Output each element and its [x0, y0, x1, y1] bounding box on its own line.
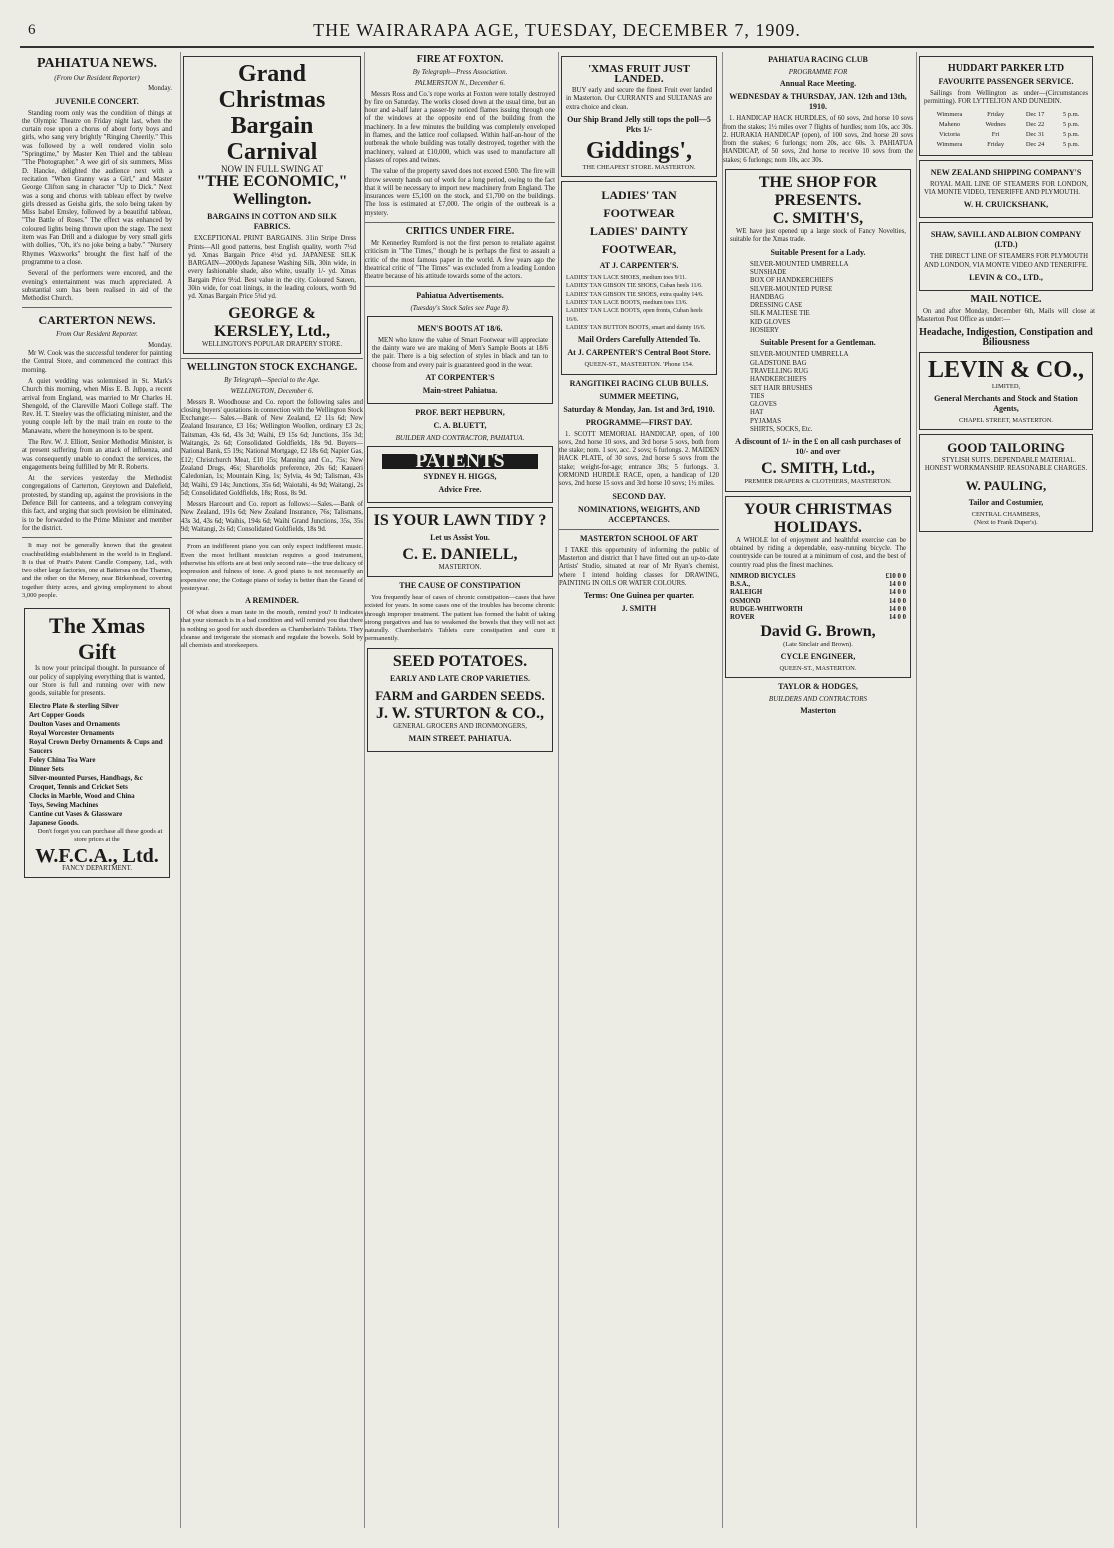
table-row: Wimmera Friday Dec 17 5 p.m.	[936, 110, 1080, 118]
ad-item: LADIES' TAN LACE BOOTS, medium toes 13/6.	[566, 300, 688, 307]
race-prog: PROGRAMME FOR	[788, 68, 848, 76]
bike-name: OSMOND	[730, 597, 761, 605]
shop-item: SILK MALTESE TIE	[750, 310, 810, 318]
byline: (From Our Resident Reporter)	[54, 74, 140, 82]
shop-item: GLADSTONE BAG	[750, 359, 807, 367]
article-paragraph: From an indifferent piano you can only expect indifferent music. Even the most brilliant musician requires a good instrument, otherwise his efforts are at best only second rate—the true delicacy of expression and fulness of tone. A good piano is not necessarily an expensive one; the Cottage piano of today is better than the Grand of yesteryear.	[181, 543, 363, 592]
seed-firm: J. W. STURTON & CO.,	[375, 704, 545, 722]
taylor-firm: TAYLOR & HODGES,	[778, 682, 858, 692]
ad-title: 'XMAS FRUIT JUST LANDED.	[588, 63, 690, 85]
ad-item: Royal Crown Derby Ornaments & Cups and Saucers	[29, 737, 163, 755]
bike-row	[730, 598, 906, 606]
bike-price: 14 0 0	[889, 581, 906, 589]
ad-body: Sailings from Wellington as under—(Circumstances permitting). FOR LYTTELTON AND DUNEDIN.	[924, 90, 1088, 106]
tailor-body: STYLISH SUITS. DEPENDABLE MATERIAL. HONEST WORKMANSHIP. REASONABLE CHARGES.	[924, 457, 1088, 473]
shop-item: TRAVELLING RUG	[750, 367, 809, 375]
divider	[365, 222, 555, 223]
race-body: 1. SCOTT MEMORIAL HANDICAP, open, of 100 sovs, 2nd horse 10 sovs, and 3rd horse 5 sovs, both from the stake; nom. 1 sov, acc. 2 sovs; 6 furlongs. 2. MAIDEN HACK PLATE, of 30 sovs, 2nd horse 5 sovs from the stake; weight-for-age; entrance 30s; 5 furlongs. 3. ORMOND HURDLE RACE, open, a handicap of 120 sovs, 2nd horse 15 sovs and 3rd horse 10 sovs; 1½ miles.	[559, 430, 719, 488]
ad-item: Dinner Sets	[29, 764, 64, 773]
tailor-trade: Tailor and Costumier,	[968, 497, 1044, 507]
race-date: WEDNESDAY & THURSDAY, JAN. 12th and 13th, 1910.	[729, 92, 907, 112]
ad-item: Japanese Goods.	[29, 818, 79, 827]
race-second-day: SECOND DAY.	[612, 491, 666, 501]
ad-item: LADIES' TAN BUTTON BOOTS, smart and dainty 16/6.	[566, 324, 706, 331]
taylor-sub: BUILDERS AND CONTRACTORS	[768, 695, 868, 704]
ad-body: THE DIRECT LINE OF STEAMERS FOR PLYMOUTH AND LONDON, VIA MONTE VIDEO AND TENERIFFE.	[924, 253, 1088, 269]
shop-item: HOSIERY	[750, 327, 780, 335]
article-paragraph: A quiet wedding was solemnised in St. Mark's Church this morning, when Miss E. B. Jupp, a recent arrival from England, was married to Mr Charles H. Shengold, of the Clareville Maori College staff. The Rev. H. T. Steeley was the officiating minister, and the young couple left by the mail train en route to the Manawatu, where the honeymoon is to be spent.	[22, 377, 172, 435]
bike-price: £10 0 0	[885, 572, 906, 580]
dateline: WELLINGTON, December 6.	[230, 387, 314, 396]
ad-firm-sub: WELLINGTON'S POPULAR DRAPERY STORE.	[201, 340, 343, 348]
column-2	[180, 52, 363, 1528]
table-row: Victoria Fri Dec 31 5 p.m.	[939, 131, 1080, 139]
column-3	[364, 52, 555, 1528]
divider	[181, 538, 363, 539]
nz-shipping-ad	[919, 160, 1093, 219]
seed-sub: EARLY AND LATE CROP VARIETIES.	[389, 673, 531, 683]
byline: By Telegraph—Special to the Age.	[224, 375, 320, 384]
tailoring-ad	[919, 434, 1093, 532]
brown-sub: (Late Sinclair and Brown).	[783, 640, 853, 648]
ad-jelly: Our Ship Brand Jelly still tops the poll—5 Pkts 1/-	[567, 114, 711, 134]
column-1	[22, 52, 172, 1528]
article-paragraph: It may not be generally known that the greatest coachbuilding establishment in the world is in England. It is that of Pratt's Patent Candle Company, Ltd., with two other large factories, one at Battersea on the Thames, and the other on the Mersey, near Birkenhead, covering together thirty acres, and giving employment to about 3,000 people.	[22, 542, 172, 600]
ad-store: W.F.C.A., Ltd.	[35, 845, 159, 868]
article-paragraph: At the services yesterday the Methodist congregations of Carterton, Greytown and Dalefield, protested, by standing up, against the provisions in the Defence Bill for canteens, and a telegram conveying this fact, and urging that such provision be eliminated, is to be forwarded to the Prime Minister and member for the district.	[22, 475, 172, 532]
ad-item: LADIES' TAN GIBSON TIE SHOES, extra quality 14/6.	[566, 291, 704, 298]
bike-price: 14 0 0	[889, 614, 906, 622]
article-paragraph: Messrs R. Woodhouse and Co. report the following sales and closing buyers' quotations in connection with the Wellington Stock Exchange:— Sales.—Bank of New Zealand, £2 11s 6d; New Zealand Insurance, £3 16s; Wellington Woollen, ordinary £3 2s; Taitsman, 43s 6d, 43s 3d; Waihi, £9 15s 6d; Junctions, 35s 3d; Waitangis, 2s 6d; Consolidated Goldfields, 18s 9d. Buyers—National Bank, £5 19s; National Mortgage, £2 18s 6d; Napier Gas, £12; Christchurch Meat, £10 15s; Manning and Co., 75s; New Zealand Drugs, 46s; Shareholds preference, 20s 6d; Kauaeri Caledonian, 1s; Mountain King, 1s; Sylvia, 4s 9d; Talisman, 43s 3d; Waihi, £9 14s; Junctions, 35s 6d; Waiotahi, 4s 9d; Waitangi, 2s 5d; Consolidated Goldfields, 18s; Ross, 8s 9d.	[181, 398, 363, 497]
subhead: JUVENILE CONCERT.	[55, 96, 139, 106]
fire-heading: FIRE AT FOXTON.	[416, 54, 504, 65]
ad-title-line2: Bargain Carnival	[226, 113, 318, 165]
divider	[181, 358, 363, 359]
article-paragraph: Messrs Ross and Co.'s rope works at Foxton were totally destroyed by fire on Saturday. The works closed down at the usual time, but an hour and a-half later a passer-by noticed flames issuing through one of the windows at the opposite end of the building from the machinery. In a few minutes the building was completely enveloped in flames, and the lattice roof collapsed. Within half-an-hour of the outbreak the whole building was totally destroyed, together with the machinery, valued at £10,000, which was used to manufacture all classes of ropes and twines.	[365, 90, 555, 164]
art-terms: Terms: One Guinea per quarter.	[583, 591, 695, 601]
column-6	[916, 52, 1095, 1528]
article-paragraph: Of what does a man taste in the mouth, remind you? It indicates that your stomach is in a bad condition and will remind you that there is nothing so good for such disorders as Chamberlain's Tablets. They cleanse and invigorate the stomach and regulate the bowels. Sold by all chemists and storekeepers.	[181, 609, 363, 650]
patents-name: SYDNEY H. HIGGS,	[423, 471, 497, 481]
ad-title: The Xmas Gift	[49, 613, 145, 665]
ad-footer: Don't forget you can purchase all these goods at store prices at the	[37, 827, 163, 843]
shop-lady: Suitable Present for a Lady.	[770, 247, 866, 257]
shop-item: SILVER-MOUNTED PURSE	[750, 285, 833, 293]
race-meeting: Annual Race Meeting.	[779, 79, 857, 89]
seed-firm-sub: GENERAL GROCERS AND IRONMONGERS,	[393, 722, 527, 730]
ad-item: Electro Plate & sterling Silver	[29, 701, 119, 710]
shop-item: SUNSHADE	[750, 268, 787, 276]
ad-item: Toys, Sewing Machines	[29, 800, 99, 809]
newspaper-title: THE WAIRARAPA AGE, TUESDAY, DECEMBER 7, 1909.	[313, 20, 801, 40]
article-paragraph: Mr W. Cook was the successful tenderer for painting the Central Store, and commenced the contract this morning.	[22, 350, 172, 374]
ad-body: BUY early and secure the finest Fruit ever landed in Masterton. Our CURRANTS and SULTANAS are extra choice and clean.	[566, 87, 712, 111]
lawn-place: MASTERTON.	[438, 563, 482, 571]
sailings-table	[924, 110, 1088, 151]
page-number: 6	[28, 22, 36, 38]
constipation-heading: THE CAUSE OF CONSTIPATION	[399, 580, 521, 590]
mens-boots-ad	[367, 316, 553, 404]
ad-store: At J. CARPENTER'S Central Boot Store.	[567, 348, 711, 358]
race-meeting: SUMMER MEETING,	[599, 391, 679, 401]
divider	[365, 286, 555, 287]
ad-item: Clocks in Marble, Wood and China	[29, 791, 135, 800]
shop-item: SET HAIR BRUSHES	[750, 384, 813, 392]
shop-store: C. SMITH'S,	[772, 210, 864, 228]
tailor-addr: CENTRAL CHAMBERS,	[971, 510, 1041, 518]
ad-item: Art Copper Goods	[29, 710, 85, 719]
bike-row	[730, 573, 906, 581]
mail-notice-heading: MAIL NOTICE.	[970, 293, 1042, 305]
divider	[559, 529, 719, 530]
bluett-ad-sub: BUILDER AND CONTRACTOR, PAHIATUA.	[395, 434, 525, 443]
tailor-head: GOOD TAILORING	[947, 440, 1065, 456]
lawn-firm: C. E. DANIELL,	[402, 545, 518, 563]
dateline: Monday.	[148, 341, 172, 349]
ad-item: LADIES' TAN LACE BOOTS, open fronts, Cuban heels 16/6.	[566, 308, 703, 323]
hepburn-ad: PROF. BERT HEPBURN,	[415, 408, 505, 418]
bike-name: ROVER	[730, 614, 755, 622]
ad-item: Cantine cut Vases & Glassware	[29, 809, 123, 818]
xmas-fruit-ad	[561, 56, 717, 177]
ad-body: EXCEPTIONAL PRINT BARGAINS. 31in Stripe Dress Prints—All good patterns, best English quality, worth 7½d yd. Xmas Bargain Price 4½d yd. JAPANESE SILK BARGAIN—2000yds Japanese Washing Silk, 30in wide, in every fashionable shade, also white, usually 1/- yd. Xmas Bargain Price 9½d. Best value in the city. Coloured Sateen, 30in wide, for coat linings, in the leading colours, worth 9d yd. Xmas Bargain Price 5¾d yd.	[188, 235, 356, 301]
ad-title: SHAW, SAVILL AND ALBION COMPANY (LTD.)	[930, 230, 1082, 250]
article-paragraph: The Rev. W. J. Elliott, Senior Methodist Minister, is at present suffering from an attack of influenza, and was consequently unable to conduct the services, the engagements being fulfilled by Mr R. Roberts.	[22, 438, 172, 471]
reminder-heading: A REMINDER.	[245, 596, 299, 606]
stock-exchange-heading: WELLINGTON STOCK EXCHANGE.	[186, 361, 358, 373]
divider	[22, 307, 172, 308]
byline: By Telegraph—Press Association.	[412, 68, 508, 76]
bargain-carnival-ad	[183, 56, 361, 354]
shop-item: DRESSING CASE	[750, 302, 803, 310]
shop-item: GLOVES	[750, 401, 777, 409]
bike-row	[730, 589, 906, 597]
race-programme: PROGRAMME—FIRST DAY.	[585, 417, 693, 427]
holiday-title: YOUR CHRISTMAS HOLIDAYS.	[743, 500, 892, 536]
article-paragraph: Messrs Harcourt and Co. report as follows:—Sales.—Bank of New Zealand, 191s 6d; New Zealand Insurance, 76s; Talismans, 43s 3d, 43s 6d; Waihis, 194s 6d; Waihi Grand Junctions, 35s, 35s 9d; Waitangi, 2s 6d; Consolidated Goldfields, 18s 9d.	[181, 501, 363, 534]
shop-item: SILVER-MOUNTED UMBRELLA	[750, 260, 849, 268]
shop-item: PYJAMAS	[750, 417, 781, 425]
ad-store: "THE ECONOMIC," Wellington.	[196, 173, 348, 209]
byline: From Our Resident Reporter.	[56, 330, 138, 339]
ad-mail: Mail Orders Carefully Attended To.	[577, 335, 701, 345]
lawn-assist: Let us Assist You.	[430, 532, 490, 542]
patents-banner: PATENTS	[382, 454, 538, 468]
ad-head: BARGAINS IN COTTON AND SILK FABRICS.	[207, 212, 337, 232]
column-4	[558, 52, 719, 1528]
article-paragraph: Several of the performers were encored, and the evening's entertainment was much appreciated. A substantial sum has been realised in aid of the Methodist Church.	[22, 270, 172, 303]
race-nominations: NOMINATIONS, WEIGHTS, AND ACCEPTANCES.	[578, 504, 700, 524]
ad-body: ROYAL MAIL LINE OF STEAMERS FOR LONDON, VIA MONTE VIDEO, TENERIFFE AND PLYMOUTH.	[924, 180, 1088, 197]
ad-item: LADIES' TAN GIBSON TIE SHOES, Cuban heels 11/6.	[566, 283, 703, 290]
ad-at: AT J. CARPENTER'S.	[599, 261, 679, 271]
seed-title: SEED POTATOES.	[392, 652, 528, 670]
lawn-title: IS YOUR LAWN TIDY ?	[373, 511, 547, 529]
ad-intro: Is now your principal thought. In pursuance of our policy of supplying everything that is wanted, our Store is full and running over with new goods, suitable for presents.	[29, 665, 165, 698]
dateline: Monday.	[148, 85, 172, 93]
ad-title: NEW ZEALAND SHIPPING COMPANY'S	[930, 167, 1082, 177]
ad-item: Royal Worcester Ornaments	[29, 728, 115, 737]
shop-item: BOX OF HANDKERCHIEFS	[750, 277, 834, 285]
tailor-note: (Next to Frank Duper's).	[974, 519, 1038, 527]
brown-place: QUEEN-ST., MASTERTON.	[779, 664, 857, 672]
shop-firm: C. SMITH, Ltd.,	[761, 460, 875, 478]
shop-intro: WE have just opened up a large stock of Fancy Novelties, suitable for the Xmas trade.	[730, 228, 906, 244]
pahiatua-news-heading: PAHIATUA NEWS.	[36, 56, 158, 71]
table-row: Maheno Wednes Dec 22 5 p.m.	[938, 120, 1080, 128]
patents-ad	[367, 446, 553, 502]
bike-name: NIMROD BICYCLES	[730, 572, 796, 580]
ad-item: Silver-mounted Purses, Handbags, &c	[29, 773, 143, 782]
ad-place: Main-street Pahiatua.	[422, 386, 498, 396]
patents-advice: Advice Free.	[438, 484, 482, 494]
article-paragraph: Standing room only was the condition of things at the Olympic Theatre on Friday night last, when the curtain rose upon a chorus of about forty boys and girls, who sang very brightly "Ringing Cheerily." This was followed by a well rendered violin solo "Springtime," by Master Ken Thiel and the tableau "The Photographer." A wee girl of six summers, Miss D. Hancke, delighted the audience next with a recitation "When Granny was a Girl," and Master George Clifton sang in character "Up to Dick." Next was a song and chorus with tableau effect by twelve girls dressed as Geisha girls, the solo being taken by Miss Isabel Emsley, followed by a beautiful tableau, "The Battle of Roses." The effect was enhanced by coloured lights being thrown upon the stage. The next item was Fan Drill and a dialogue by very small girls with dollies, "Oh, it's no joke being a baby." "Nursery Rhymes Waxworks" brought the first half of the programme to a close.	[22, 109, 172, 266]
ad-sub: FAVOURITE PASSENGER SERVICE.	[938, 77, 1074, 86]
holiday-body: A WHOLE lot of enjoyment and healthful exercise can be obtained by riding a dependable, easy-running bicycle. The countryside can be toured at a minimum of cost, and the best of country road plus the finest machines.	[730, 536, 906, 569]
bike-row	[730, 581, 906, 589]
ad-sub: NOW IN FULL SWING AT	[221, 164, 323, 174]
bike-row	[730, 606, 906, 614]
levin-addr: CHAPEL STREET, MASTERTON.	[958, 416, 1054, 424]
shop-title: THE SHOP FOR PRESENTS.	[758, 174, 878, 210]
mail-body: On and after Monday, December 6th, Mails will close at Masterton Post Office as under:—	[917, 307, 1095, 324]
shop-firm-sub: PREMIER DRAPERS & CLOTHIERS, MASTERTON.	[744, 478, 892, 486]
shop-item: HANDBAG	[750, 293, 784, 301]
ad-tag: THE CHEAPEST STORE. MASTERTON.	[582, 163, 696, 171]
bluett-ad-name: C. A. BLUETT,	[433, 421, 487, 431]
ad-dept: FANCY DEPARTMENT.	[62, 865, 132, 873]
bike-row	[730, 614, 906, 622]
brown-firm: David G. Brown,	[760, 622, 876, 640]
levin-trade: General Merchants and Stock and Station Agents,	[934, 393, 1078, 413]
levin-firm: LEVIN & CO.,	[927, 356, 1084, 383]
ad-body: MEN who know the value of Smart Footwear will appreciate the dainty ware we are making of Men's Sample Boots at 18/6 the pair. There is a big selection of styles in black and tan to choose from and every pair is guaranteed good in the wear.	[372, 336, 548, 369]
article-paragraph: The value of the property saved does not exceed £500. The fire will throw seventy hands out of work for a long period, owing to the fact that it will be necessary to import new machinery from England. The insurances were £5,100 on the stock, and £1,700 on the buildings. The loss is estimated at £7,000. The origin of the outbreak is a mystery.	[365, 168, 555, 217]
article-paragraph: You frequently hear of cases of chronic constipation—cases that have existed for years. In some cases one of the troubles has become chronic through improper treatment. The patient has formed the habit of taking strong purgatives and has to weakened the bowels that they will not act naturally. Chamberlain's Tablets cure constipation and cure it permanently.	[365, 593, 555, 643]
ad-title-line2: LADIES' DAINTY FOOTWEAR,	[589, 224, 689, 257]
bike-name: RALEIGH	[730, 589, 763, 597]
bike-name: RUDGE-WHITWORTH	[730, 605, 803, 613]
tan-footwear-ad	[561, 181, 717, 374]
table-row: Wimmera Friday Dec 24 5 p.m.	[936, 141, 1080, 149]
bike-price: 14 0 0	[889, 605, 906, 613]
bike-price: 14 0 0	[889, 597, 906, 605]
shop-item: HAT	[750, 409, 764, 417]
shop-item: KID GLOVES	[750, 318, 791, 326]
race-body: 1. HANDICAP HACK HURDLES, of 60 sovs, 2nd horse 10 sovs from the stakes; 1½ miles over 7 flights of hurdles; nom 10s, acc 30s. 2. HURAKIA HANDICAP (open), of 100 sovs, 2nd horse 20 sovs from the stakes; 6 furlongs; nom 20s, acc 60s. 3. PAHIATUA HANDICAP, of 50 sovs, 2nd horse to receive 10 sovs from the stakes; 6 furlongs; nom 10s, acc 30s.	[723, 115, 913, 164]
seed-potatoes-ad	[367, 648, 553, 752]
carterton-news-heading: CARTERTON NEWS.	[38, 313, 156, 328]
ad-item: LADIES' TAN LACE SHOES, medium toes 9/11.	[566, 275, 687, 282]
ad-firm: GEORGE & KERSLEY, Ltd.,	[214, 304, 330, 340]
column-5	[722, 52, 913, 1528]
xmas-gift-ad	[24, 608, 170, 878]
advertisements-heading: Pahiatua Advertisements.	[416, 290, 504, 300]
smiths-presents-ad	[725, 169, 911, 492]
headache-heading: Headache, Indigestion, Constipation and Biliousness	[919, 326, 1093, 348]
article-paragraph: Mr Kennerley Rumford is not the first person to retaliate against criticism in "The Times," though he is perhaps the first to assault a critic of the most famous paper in the world. A few years ago the theatrical critic of "The Times" was excluded from a leading London theatre because of his attitude towards some of the actors.	[365, 240, 555, 281]
ad-agent: W. H. CRUICKSHANK,	[963, 200, 1049, 210]
shop-item: SILVER-MOUNTED UMBRELLA	[750, 351, 849, 359]
shop-discount: A discount of 1/- in the £ on all cash purchases of 10/- and over	[735, 437, 901, 457]
divider	[22, 537, 172, 538]
race-dates: Saturday & Monday, Jan. 1st and 3rd, 1910.	[563, 404, 715, 414]
ad-firm: LEVIN & CO., LTD.,	[969, 272, 1043, 282]
art-body: I TAKE this opportunity of informing the public of Masterton and district that I have fitted out an up-to-date Artists' Studio, situated at rear of Mr Ryan's chemist, where I intend holding classes for DRAWING, PAINTING IN OILS OR WATER COLOURS.	[559, 546, 719, 587]
levin-sub: LIMITED,	[991, 382, 1021, 390]
race-club-heading: RANGITIKEI RACING CLUB BULLS.	[569, 378, 709, 388]
ad-item: Croquet, Tennis and Cricket Sets	[29, 782, 128, 791]
tailor-name: W. PAULING,	[965, 477, 1047, 493]
ad-title: MEN'S BOOTS AT 18/6.	[417, 323, 503, 333]
brown-trade: CYCLE ENGINEER,	[780, 651, 856, 661]
levin-ad	[919, 352, 1093, 431]
ad-item: Foley China Tea Ware	[29, 755, 96, 764]
christmas-holidays-ad	[725, 496, 911, 679]
race-club-heading: PAHIATUA RACING CLUB	[768, 55, 868, 64]
critics-heading: CRITICS UNDER FIRE.	[405, 226, 515, 238]
art-school-heading: MASTERTON SCHOOL OF ART	[580, 533, 698, 543]
ad-item: Doulton Vases and Ornaments	[29, 719, 120, 728]
ad-title-line1: Grand Christmas	[218, 61, 326, 113]
bike-name: B.S.A.,	[730, 581, 751, 589]
ad-title-line1: LADIES' TAN FOOTWEAR	[601, 188, 677, 221]
dateline: PALMERSTON N., December 6.	[414, 79, 506, 88]
masthead	[20, 18, 1094, 48]
shop-gent: Suitable Present for a Gentleman.	[760, 338, 876, 348]
bike-price: 14 0 0	[889, 589, 906, 597]
ad-addr: QUEEN-ST., MASTERTON. 'Phone 154.	[584, 361, 694, 369]
shaw-savill-ad	[919, 222, 1093, 291]
seed-farm: FARM and GARDEN SEEDS.	[375, 687, 545, 703]
art-sign: J. SMITH	[621, 604, 657, 614]
ad-title: HUDDART PARKER LTD	[947, 63, 1065, 74]
lawn-ad	[367, 507, 553, 577]
huddart-parker-ad	[919, 56, 1093, 156]
shop-item: SHIRTS, SOCKS, Etc.	[750, 426, 813, 434]
ad-store: Giddings',	[585, 137, 693, 164]
advertisements-note: (Tuesday's Stock Sales see Page 8).	[410, 303, 510, 312]
taylor-place: Masterton	[800, 706, 836, 716]
shop-item: HANDKERCHIEFS	[750, 376, 807, 384]
shop-item: TIES	[750, 392, 765, 400]
seed-place: MAIN STREET. PAHIATUA.	[408, 733, 512, 743]
ad-store: AT CORPENTER'S	[425, 373, 495, 383]
